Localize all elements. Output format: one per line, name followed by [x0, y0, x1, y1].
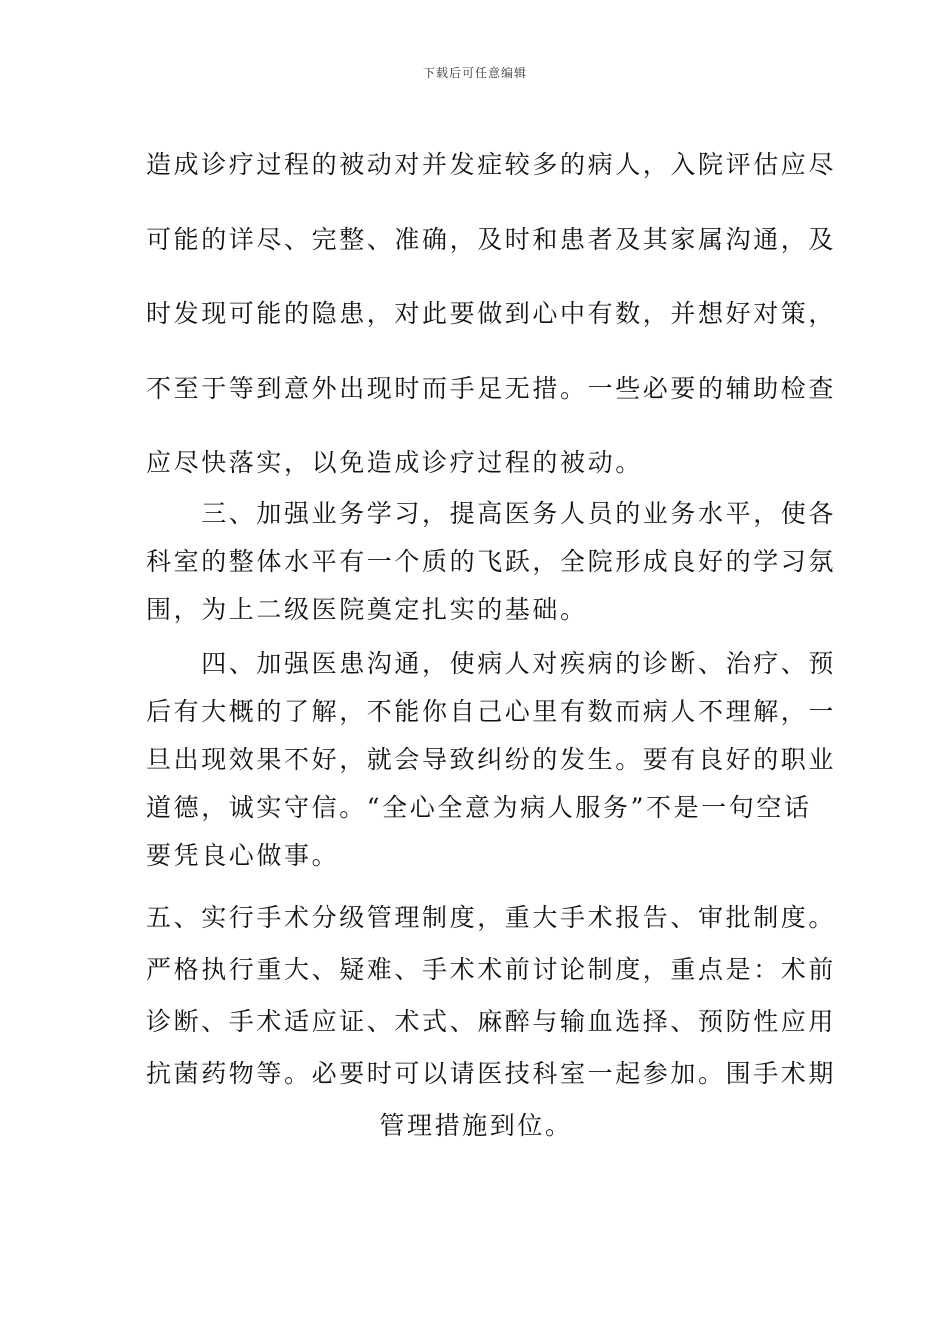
text-line: 五、实行手术分级管理制度，重大手术报告、审批制度。: [146, 903, 837, 932]
text-line: 时发现可能的隐患，对此要做到心中有数，并想好对策，: [146, 299, 837, 328]
text-line: 应尽快落实，以免造成诊疗过程的被动。: [146, 448, 643, 477]
text-line: 围，为上二级医院奠定扎实的基础。: [146, 595, 588, 624]
text-line: 抗菌药物等。必要时可以请医技科室一起参加。围手术期: [146, 1059, 837, 1088]
paragraph-item-five: [146, 892, 837, 1152]
text-line: 可能的详尽、完整、准确，及时和患者及其家属沟通，及: [146, 224, 837, 254]
text-line: 科室的整体水平有一个质的飞跃，全院形成良好的学习氛: [146, 547, 837, 576]
text-line: 要凭良心做事。: [146, 841, 340, 870]
text-line: 旦出现效果不好，就会导致纠纷的发生。要有良好的职业: [146, 745, 837, 774]
text-line: 道德，诚实守信。“全心全意为病人服务”不是一句空话: [146, 793, 812, 822]
paragraph-item-four: [146, 640, 837, 880]
page-header: 下载后可任意编辑: [422, 66, 527, 80]
paragraph-item-three: [146, 490, 837, 634]
text-line: 三、加强业务学习，提高医务人员的业务水平，使各: [146, 499, 837, 528]
text-line: 四、加强医患沟通，使病人对疾病的诊断、治疗、预: [146, 649, 837, 678]
text-line: 不至于等到意外出现时而手足无措。一些必要的辅助检查: [146, 373, 837, 403]
text-line: 诊断、手术适应证、术式、麻醉与输血选择、预防性应用: [146, 1007, 837, 1036]
text-line: 管理措施到位。: [379, 1111, 573, 1140]
paragraph-continuation: [146, 128, 837, 501]
text-line: 造成诊疗过程的被动对并发症较多的病人，入院评估应尽: [146, 150, 837, 179]
text-line: 后有大概的了解，不能你自己心里有数而病人不理解，一: [146, 697, 837, 726]
text-line: 严格执行重大、疑难、手术术前讨论制度，重点是：术前: [146, 955, 837, 984]
